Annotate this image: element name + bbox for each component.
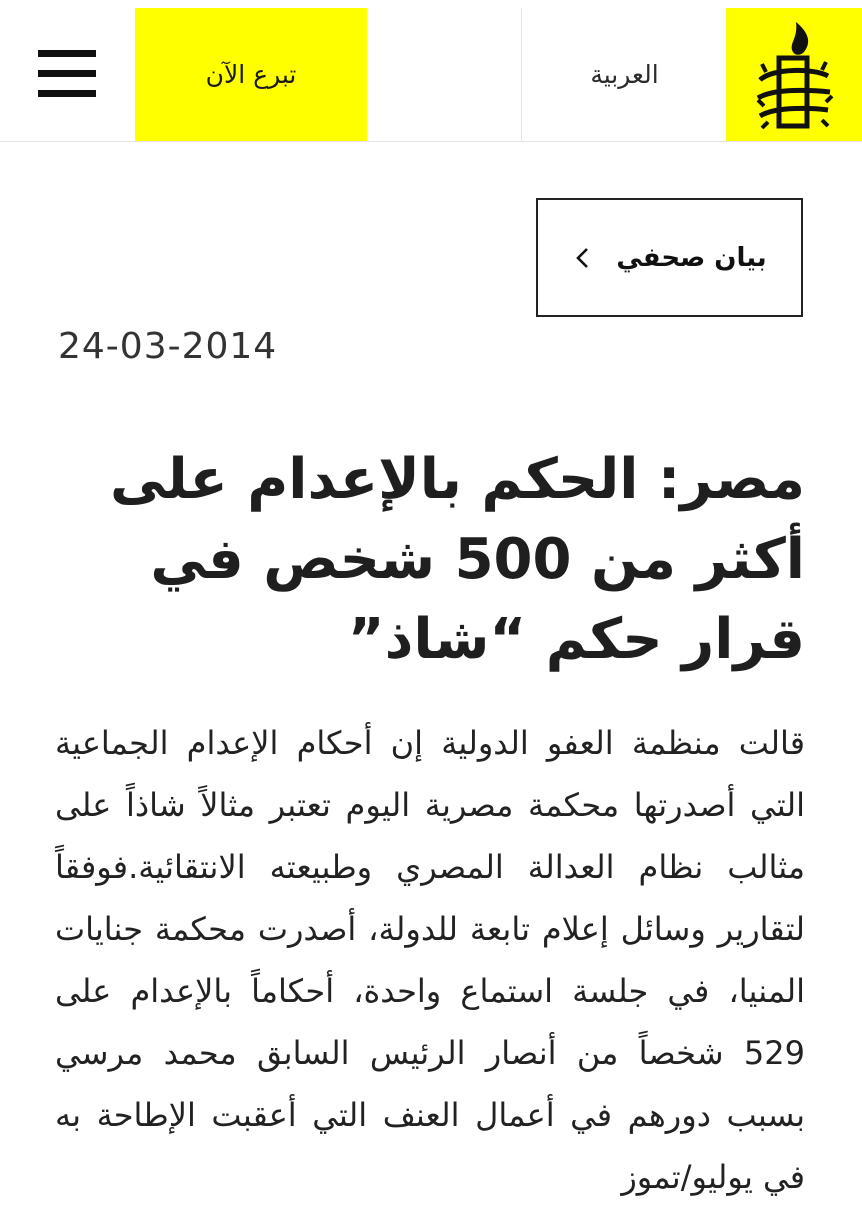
menu-bar [38, 90, 96, 97]
article-title: مصر: الحكم بالإعدام على أكثر من 500 شخص في قرار حكم “شاذ” [110, 447, 805, 672]
chevron-left-icon [572, 247, 594, 269]
donate-label: تبرع الآن [205, 60, 297, 89]
language-label: العربية [590, 60, 659, 89]
donate-button[interactable] [135, 8, 367, 141]
article-body: قالت منظمة العفو الدولية إن أحكام الإعدام الجماعية التي أصدرتها محكمة مصرية اليوم تعتبر مثالاً شاذاً على مثالب نظام العدالة المصري وطبيعته الانتقائية.فوفقاً لتقارير وسائل إعلام تابعة للدولة، أصدرت محكمة جنايات المنيا، في جلسة استماع واحدة، أحكاماً بالإعدام على 529 شخصاً من أنصار الرئيس السابق محمد مرسي بسبب دورهم في أعمال العنف التي أعقبت الإطاحة به في يوليو/تموز [55, 724, 805, 1196]
candle-barbed-wire-icon [752, 20, 836, 130]
site-header [0, 0, 862, 142]
menu-bar [38, 70, 96, 77]
category-label: بيان صحفي [616, 242, 767, 273]
category-tag-button[interactable] [536, 198, 803, 317]
language-switch[interactable] [521, 8, 727, 141]
hamburger-menu-icon[interactable] [38, 50, 96, 98]
menu-bar [38, 50, 96, 57]
amnesty-logo[interactable] [726, 8, 862, 141]
article-date: 24-03-2014 [58, 326, 278, 367]
